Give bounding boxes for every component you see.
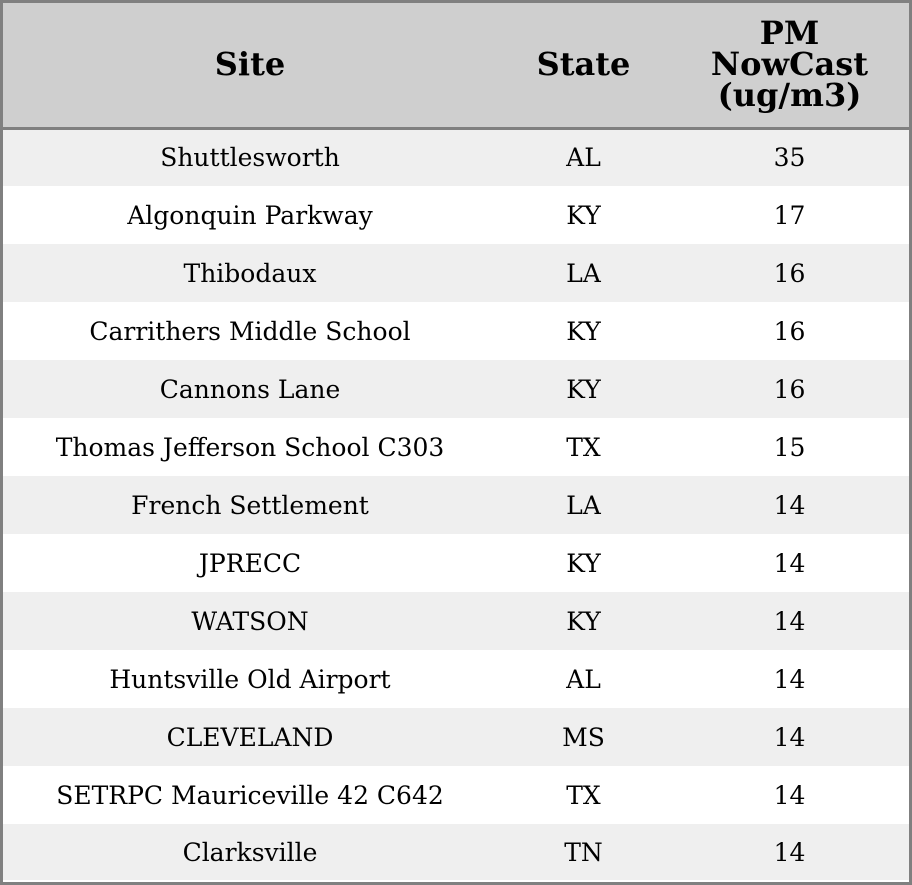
column-header-pm-line-3: (ug/m3) [717,76,862,115]
pm-value-cell: 14 [773,664,806,694]
table-row [3,592,909,650]
site-cell: Shuttlesworth [160,143,340,173]
pm-value-cell: 17 [773,200,806,230]
pm-value-cell: 35 [773,143,806,173]
table-body [3,128,909,880]
site-cell: French Settlement [131,490,369,520]
state-cell: KY [566,316,601,346]
table-row [3,128,909,186]
state-cell: LA [566,490,601,520]
table-row [3,534,909,592]
site-cell: SETRPC Mauriceville 42 C642 [56,780,444,810]
state-cell: KY [566,548,601,578]
pm-value-cell: 16 [773,258,806,288]
column-header-state-label: State [536,45,631,84]
table-header-row [3,3,909,128]
state-cell: TX [566,780,601,810]
table-row [3,418,909,476]
state-cell: MS [562,722,605,752]
site-cell: Carrithers Middle School [89,316,411,346]
pm-value-cell: 14 [773,837,806,867]
site-cell: Thibodaux [183,258,317,288]
state-cell: KY [566,606,601,636]
site-cell: Huntsville Old Airport [109,664,391,694]
pm-value-cell: 14 [773,722,806,752]
column-header-site [3,3,497,128]
table-row [3,824,909,880]
state-cell: AL [566,143,601,173]
column-header-pm-line-1: PM [759,14,820,53]
pm-value-cell: 16 [773,374,806,404]
pm-value-cell: 14 [773,548,806,578]
pm-nowcast-table [3,3,909,880]
column-header-pm-line-2: NowCast [710,45,869,84]
table-row [3,244,909,302]
column-header-site-label: Site [214,45,286,84]
state-cell: TX [566,432,601,462]
table-row [3,766,909,824]
site-cell: Thomas Jefferson School C303 [55,432,445,462]
table-row [3,360,909,418]
site-cell: Cannons Lane [159,374,341,404]
pm-value-cell: 14 [773,490,806,520]
pm-value-cell: 16 [773,316,806,346]
state-cell: LA [566,258,601,288]
state-cell: TN [564,837,603,867]
table-row [3,708,909,766]
site-cell: WATSON [191,606,309,636]
table-row [3,186,909,244]
site-cell: Algonquin Parkway [127,200,373,230]
state-cell: AL [566,664,601,694]
table-row [3,650,909,708]
column-header-state [497,3,670,128]
site-cell: JPRECC [198,548,302,578]
column-header-pm-nowcast [670,3,909,128]
site-cell: CLEVELAND [166,722,334,752]
pm-value-cell: 14 [773,606,806,636]
pm-value-cell: 14 [773,780,806,810]
table-row [3,302,909,360]
pm-value-cell: 15 [773,432,806,462]
table-row [3,476,909,534]
state-cell: KY [566,200,601,230]
state-cell: KY [566,374,601,404]
site-cell: Clarksville [182,837,318,867]
